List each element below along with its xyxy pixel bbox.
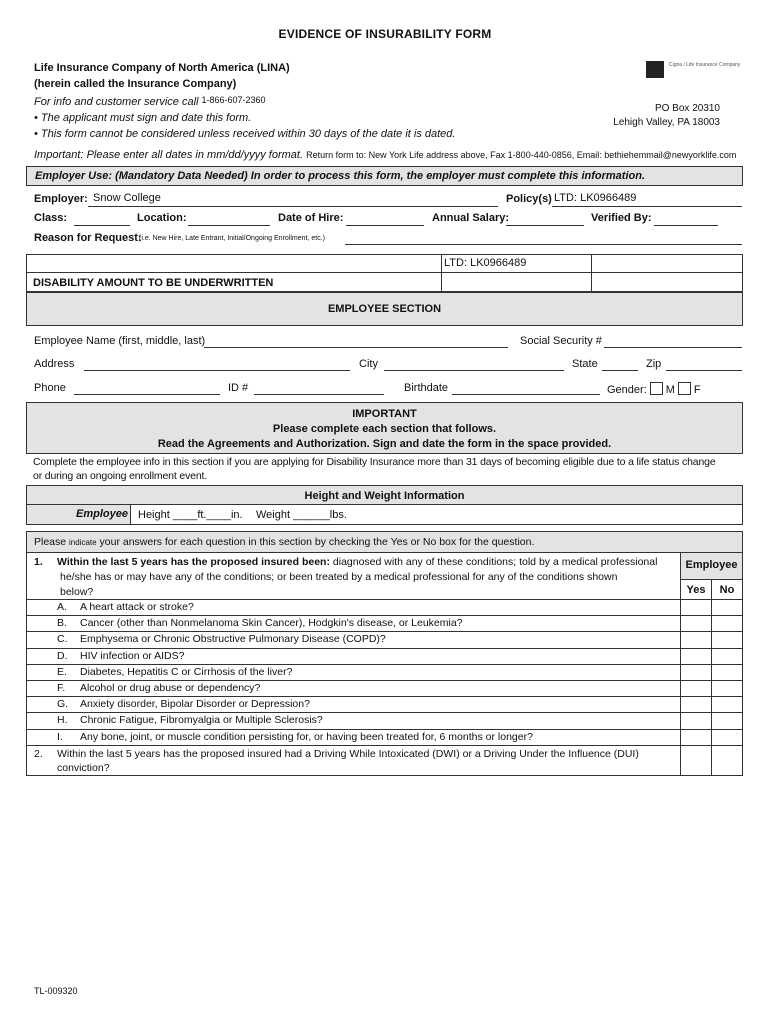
q2-no-box[interactable] (712, 746, 742, 775)
zip-field[interactable] (666, 370, 742, 371)
disability-label: DISABILITY AMOUNT TO BE UNDERWRITTEN (33, 277, 274, 289)
service-phone: 1-866-607-2360 (201, 95, 266, 105)
q1-line-2: he/she has or may have any of the conditions; or been treated by a medical professional for any of the conditions shown (60, 571, 618, 583)
sub-question-text: Emphysema or Chronic Obstructive Pulmonary Disease (COPD)? (80, 633, 386, 646)
employer-header-text: Employer Use: (Mandatory Data Needed) In order to process this form, the employer must complete this information. (35, 170, 646, 182)
employer-value[interactable]: Snow College (93, 192, 161, 204)
policy-field-line (552, 206, 742, 207)
employer-section-header (26, 166, 743, 186)
complete-note-line-1: Complete the employee info in this section if you are applying for Disability Insurance more than 31 days of becoming eligible due to a life status change (33, 456, 716, 468)
sub-row-divider (26, 696, 743, 697)
phone-field[interactable] (74, 394, 220, 395)
verified-by-label: Verified By: (591, 212, 652, 224)
sub-row-divider (26, 712, 743, 713)
employee-name-field[interactable] (204, 347, 508, 348)
instruction-30-days: • This form cannot be considered unless received within 30 days of the date it is dated. (34, 128, 456, 140)
questions-intro-divider (26, 552, 743, 553)
address-field[interactable] (84, 370, 350, 371)
q1-text (57, 556, 657, 568)
q1-rest: diagnosed with any of these conditions; told by a medical professional (332, 556, 658, 568)
gender-label-text: Gender: (607, 384, 647, 396)
sub-question-no-box[interactable] (712, 681, 742, 696)
policy-value[interactable]: LTD: LK0966489 (554, 192, 637, 204)
q1-number: 1. (34, 556, 43, 568)
sub-question-no-box[interactable] (712, 616, 742, 631)
reason-label: Reason for Request: (34, 232, 142, 244)
sub-row-divider (26, 615, 743, 616)
col-no: No (719, 584, 735, 596)
ssn-label: Social Security # (520, 335, 602, 347)
zip-label: Zip (646, 358, 662, 370)
mailing-address (613, 102, 720, 130)
date-format-note: Important: Please enter all dates in mm/dd/yyyy format. (34, 149, 304, 161)
class-label: Class: (34, 212, 68, 224)
reason-hint: (i.e. New Hire, Late Entrant, Initial/Ongoing Enrollment, etc.) (139, 235, 325, 242)
reason-field[interactable] (345, 244, 742, 245)
q1-bold: Within the last 5 years has the proposed insured been: (57, 556, 330, 568)
sub-question-letter: B. (57, 617, 67, 630)
sub-question-yes-box[interactable] (681, 697, 711, 712)
sub-question-letter: G. (57, 698, 69, 711)
instruction-sign: • The applicant must sign and date this form. (34, 112, 252, 124)
sub-question-text: Diabetes, Hepatitis C or Cirrhosis of the liver? (80, 665, 293, 678)
disability-policy-cell: LTD: LK0966489 (444, 257, 527, 269)
q2-number: 2. (34, 748, 43, 760)
sub-row-divider (26, 729, 743, 730)
location-field[interactable] (188, 225, 270, 226)
sub-row-divider (26, 680, 743, 681)
sub-question-letter: I. (57, 730, 63, 743)
company-logo-icon (646, 61, 664, 78)
birthdate-label: Birthdate (404, 382, 449, 394)
sub-row-divider (26, 648, 743, 649)
address-line-2: Lehigh Valley, PA 18003 (613, 117, 720, 128)
employer-field-line (88, 206, 498, 207)
sub-question-no-box[interactable] (712, 697, 742, 712)
sub-row-divider (26, 664, 743, 665)
annual-salary-field[interactable] (506, 225, 584, 226)
sub-question-yes-box[interactable] (681, 665, 711, 680)
height-weight-row (26, 504, 743, 525)
form-title: EVIDENCE OF INSURABILITY FORM (278, 27, 492, 41)
gender-label (607, 382, 701, 396)
intro-b: your answers for each question in this section by checking the Yes or No box for the question. (99, 536, 535, 548)
sub-question-letter: D. (57, 649, 68, 662)
important-instruction-2: Read the Agreements and Authorization. Sign and date the form in the space provided. (157, 438, 612, 450)
sub-question-yes-box[interactable] (681, 730, 711, 745)
sub-question-letter: H. (57, 714, 68, 727)
hw-employee-label: Employee (76, 508, 128, 520)
sub-question-yes-box[interactable] (681, 600, 711, 615)
disability-divider-h (26, 272, 743, 273)
sub-question-text: Any bone, joint, or muscle condition persisting for, or having been treated for, 6 months or longer? (80, 730, 533, 743)
height-field[interactable]: Height ____ft.____in. (138, 509, 243, 521)
date-of-hire-field[interactable] (346, 225, 424, 226)
q2-divider (26, 745, 743, 746)
sub-question-no-box[interactable] (712, 649, 742, 664)
state-label: State (572, 358, 598, 370)
important-instruction-1: Please complete each section that follows. (272, 423, 497, 435)
gender-m-checkbox[interactable] (650, 382, 663, 395)
ssn-field[interactable] (604, 347, 742, 348)
height-weight-header (26, 485, 743, 505)
disability-divider-2 (591, 254, 592, 292)
return-form-note: Return form to: New York Life address above, Fax 1-800-440-0856, Email: bethiehemmail@newyorklife.com (306, 150, 737, 160)
questions-intro (34, 536, 534, 548)
sub-question-letter: C. (57, 633, 68, 646)
sub-question-yes-box[interactable] (681, 681, 711, 696)
verified-by-field[interactable] (654, 225, 718, 226)
class-field[interactable] (74, 225, 130, 226)
important-heading: IMPORTANT (352, 408, 417, 420)
address-line-1: PO Box 20310 (654, 103, 720, 114)
important-note (34, 149, 736, 161)
location-label: Location: (137, 212, 187, 224)
col-employee: Employee (685, 559, 738, 571)
sub-question-yes-box[interactable] (681, 616, 711, 631)
city-label: City (359, 358, 378, 370)
id-field[interactable] (254, 394, 384, 395)
important-box (26, 402, 743, 454)
sub-question-letter: A. (57, 601, 67, 613)
disability-amount-input[interactable] (442, 273, 591, 291)
sub-question-yes-box[interactable] (681, 649, 711, 664)
policy-label: Policy(s) (506, 193, 552, 205)
employee-section-title: EMPLOYEE SECTION (327, 303, 442, 315)
q2-line-1: Within the last 5 years has the proposed insured had a Driving While Intoxicated (DWI) or a Driving Under the Influence (DUI) (57, 748, 639, 760)
height-weight-title: Height and Weight Information (304, 490, 465, 502)
complete-note-line-2: or during an ongoing enrollment event. (33, 470, 208, 482)
sub-question-text: Chronic Fatigue, Fibromyalgia or Multiple Sclerosis? (80, 714, 323, 727)
company-block (34, 60, 455, 142)
sub-question-no-box[interactable] (712, 632, 742, 647)
intro-a: Please (34, 536, 67, 548)
sub-question-no-box[interactable] (712, 665, 742, 680)
sub-question-no-box[interactable] (712, 713, 742, 728)
form-code: TL-009320 (34, 986, 78, 996)
sub-row-divider (26, 631, 743, 632)
sub-question-text: Cancer (other than Nonmelanoma Skin Cancer), Hodgkin's disease, or Leukemia? (80, 617, 463, 630)
sub-question-yes-box[interactable] (681, 632, 711, 647)
weight-field[interactable]: Weight ______lbs. (256, 509, 347, 521)
sub-question-no-box[interactable] (712, 600, 742, 615)
date-of-hire-label: Date of Hire: (278, 212, 344, 224)
sub-question-text: Anxiety disorder, Bipolar Disorder or Depression? (80, 698, 310, 711)
annual-salary-label: Annual Salary: (432, 212, 510, 224)
sub-row-divider (26, 599, 743, 600)
sub-question-letter: E. (57, 665, 67, 678)
sub-question-letter: F. (57, 682, 66, 694)
city-field[interactable] (384, 370, 564, 371)
sub-question-text: HIV infection or AIDS? (80, 649, 185, 662)
company-alias: (herein called the Insurance Company) (34, 78, 237, 90)
intro-small: indicate (69, 538, 97, 547)
sub-question-yes-box[interactable] (681, 713, 711, 728)
id-label: ID # (228, 382, 249, 394)
employer-label: Employer: (34, 193, 88, 205)
employee-name-label: Employee Name (first, middle, last) (34, 335, 206, 347)
birthdate-field[interactable] (452, 394, 600, 395)
q2-yes-box[interactable] (681, 746, 711, 775)
address-label: Address (34, 358, 75, 370)
hw-divider (130, 504, 131, 525)
gender-f-checkbox[interactable] (678, 382, 691, 395)
q2-line-2: conviction? (57, 762, 110, 774)
state-field[interactable] (602, 370, 638, 371)
complete-note (33, 455, 753, 483)
gender-f-label: F (693, 384, 701, 396)
employee-section-header (26, 292, 743, 326)
sub-question-no-box[interactable] (712, 730, 742, 745)
sub-question-text: Alcohol or drug abuse or dependency? (80, 682, 261, 694)
info-label: For info and customer service call (34, 96, 199, 108)
logo-text: Cigna / Life Insurance Company (669, 62, 741, 68)
phone-label: Phone (34, 382, 66, 394)
col-yes: Yes (686, 584, 706, 596)
company-name: Life Insurance Company of North America (LINA) (34, 62, 290, 74)
sub-question-text: A heart attack or stroke? (80, 601, 194, 613)
q1-line-3: below? (60, 586, 94, 598)
gender-m-label: M (665, 384, 675, 396)
